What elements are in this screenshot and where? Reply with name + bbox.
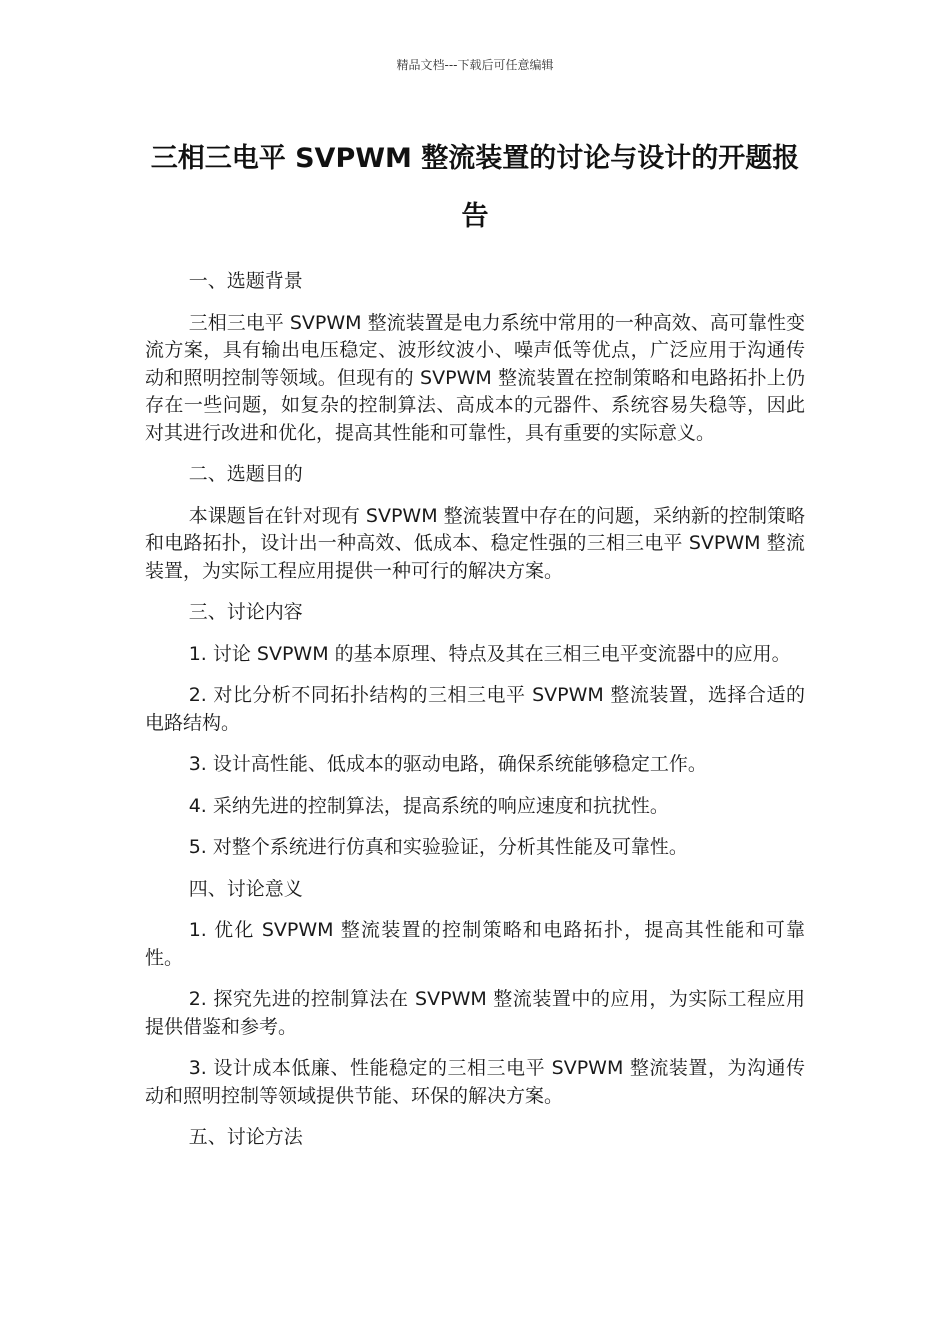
- header-watermark: 精品文档---下载后可任意编辑: [396, 58, 554, 72]
- list-item-content-3: 3. 设计高性能、低成本的驱动电路，确保系统能够稳定工作。: [188, 753, 707, 775]
- section-heading-method: 五、讨论方法: [188, 1126, 303, 1148]
- paragraph-background: 三相三电平 SVPWM 整流装置是电力系统中常用的一种高效、高可靠性变流方案，具有输出电压稳定、波形纹波小、噪声低等优点，广泛应用于沟通传动和照明控制等领域。但现有的 SVPWM 整流装置在控制策略和电路拓扑上仍存在一些问题，如复杂的控制算法、高成本的元器件、系统容易失稳等，因此对其进行改进和优化，提高其性能和可靠性，具有重要的实际意义。: [145, 311, 805, 444]
- paragraph-purpose: 本课题旨在针对现有 SVPWM 整流装置中存在的问题，采纳新的控制策略和电路拓扑，设计出一种高效、低成本、稳定性强的三相三电平 SVPWM 整流装置，为实际工程应用提供一种可行的解决方案。: [145, 504, 805, 582]
- section-heading-content: 三、讨论内容: [188, 601, 303, 623]
- list-item-content-4: 4. 采纳先进的控制算法，提高系统的响应速度和抗扰性。: [188, 794, 669, 817]
- list-item-content-2: 2. 对比分析不同拓扑结构的三相三电平 SVPWM 整流装置，选择合适的电路结构。: [145, 684, 805, 734]
- list-item-significance-3: 3. 设计成本低廉、性能稳定的三相三电平 SVPWM 整流装置，为沟通传动和照明控制等领域提供节能、环保的解决方案。: [145, 1057, 805, 1107]
- section-heading-significance: 四、讨论意义: [188, 877, 303, 900]
- list-item-significance-2: 2. 探究先进的控制算法在 SVPWM 整流装置中的应用，为实际工程应用提供借鉴和参考。: [145, 988, 805, 1038]
- list-item-content-5: 5. 对整个系统进行仿真和实验验证，分析其性能及可靠性。: [188, 836, 688, 858]
- section-heading-background: 一、选题背景: [188, 270, 303, 292]
- list-item-significance-1: 1. 优化 SVPWM 整流装置的控制策略和电路拓扑，提高其性能和可靠性。: [145, 919, 805, 969]
- list-item-content-1: 1. 讨论 SVPWM 的基本原理、特点及其在三相三电平变流器中的应用。: [188, 642, 791, 665]
- document-body: [145, 268, 805, 1166]
- section-heading-purpose: 二、选题目的: [188, 463, 303, 485]
- document-title: 三相三电平 SVPWM 整流装置的讨论与设计的开题报告: [150, 143, 800, 232]
